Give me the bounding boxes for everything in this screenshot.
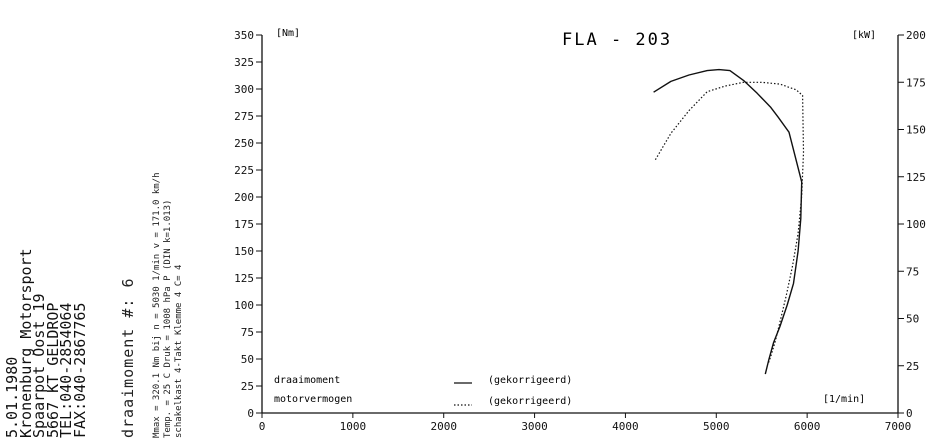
y-tick-label-left: 200	[234, 191, 254, 204]
measurement-params	[152, 172, 185, 438]
y-axis-label-left: [Nm]	[276, 28, 301, 39]
y-tick-label-left: 325	[234, 56, 254, 69]
shop-fax: FAX:040-2867765	[70, 302, 89, 438]
y-tick-label-left: 125	[234, 272, 254, 285]
param-line-conditions: Temp. = 25 C Druk = 1008 hPa P (DIN k=1.013)	[163, 199, 173, 438]
y-tick-label-right: 150	[906, 123, 926, 137]
y-tick-label-left: 300	[234, 83, 254, 96]
x-tick-label: 7000	[884, 420, 912, 433]
y-tick-label-left: 0	[247, 407, 254, 420]
shop-city: 5667 KT GELDROP	[43, 302, 62, 438]
y-tick-label-left: 100	[234, 299, 254, 312]
y-axis-label-right: [kW]	[852, 30, 877, 41]
y-tick-label-right: 0	[906, 407, 913, 420]
chart-legend	[274, 375, 572, 407]
y-tick-label-left: 50	[240, 353, 254, 366]
y-tick-label-left: 225	[234, 164, 254, 177]
shop-street: Spaarpot Oost 19	[30, 293, 48, 438]
y-tick-label-right: 175	[906, 76, 926, 90]
y-tick-label-left: 175	[234, 218, 254, 231]
param-line-gearbox: schakelkast 4-Takt Klemme 4 C= 4	[174, 264, 184, 438]
chart-axes	[262, 35, 898, 413]
y-tick-label-left: 250	[234, 137, 254, 150]
y-tick-label-left: 350	[234, 29, 254, 42]
y-tick-label-left: 150	[234, 245, 254, 258]
x-tick-label: 6000	[793, 420, 821, 433]
y-tick-label-right: 125	[906, 170, 926, 184]
x-axis-label: [1/min]	[823, 394, 866, 405]
x-tick-label: 3000	[521, 420, 548, 433]
x-tick-label: 0	[258, 420, 266, 433]
x-tick-label: 5000	[703, 420, 730, 433]
x-tick-label: 4000	[612, 420, 639, 433]
y-tick-label-right: 100	[906, 218, 926, 231]
legend-label-power: motorvermogen	[274, 394, 353, 405]
shop-phone: TEL:040-2854064	[57, 302, 75, 438]
y-tick-label-left: 275	[234, 110, 254, 123]
shop-date: 5.01.1980	[3, 356, 21, 438]
run-label: draaimoment #: 6	[119, 277, 137, 438]
torque-curve	[654, 70, 802, 375]
param-line-max: Mmax = 320.1 Nm bij n = 5030 1/min v = 171.0 km/h	[152, 172, 162, 438]
y-tick-label-right: 25	[906, 359, 920, 373]
x-tick-label: 1000	[339, 420, 367, 433]
y-tick-label-right: 50	[906, 312, 920, 326]
legend-suffix-power: (gekorrigeerd)	[488, 396, 573, 407]
shop-name: Kronenburg Motorsport	[16, 248, 35, 438]
chart-ticks	[234, 29, 926, 433]
y-tick-label-left: 75	[240, 326, 254, 339]
x-tick-label: 2000	[430, 420, 457, 433]
chart-series	[654, 70, 804, 375]
legend-label-torque: draaimoment	[274, 375, 341, 386]
shop-info-block	[3, 248, 89, 438]
chart-title: FLA - 203	[562, 30, 673, 50]
y-tick-label-left: 25	[240, 380, 254, 393]
y-tick-label-right: 200	[906, 29, 926, 42]
y-tick-label-right: 75	[906, 265, 920, 279]
legend-suffix-torque: (gekorrigeerd)	[488, 375, 573, 386]
